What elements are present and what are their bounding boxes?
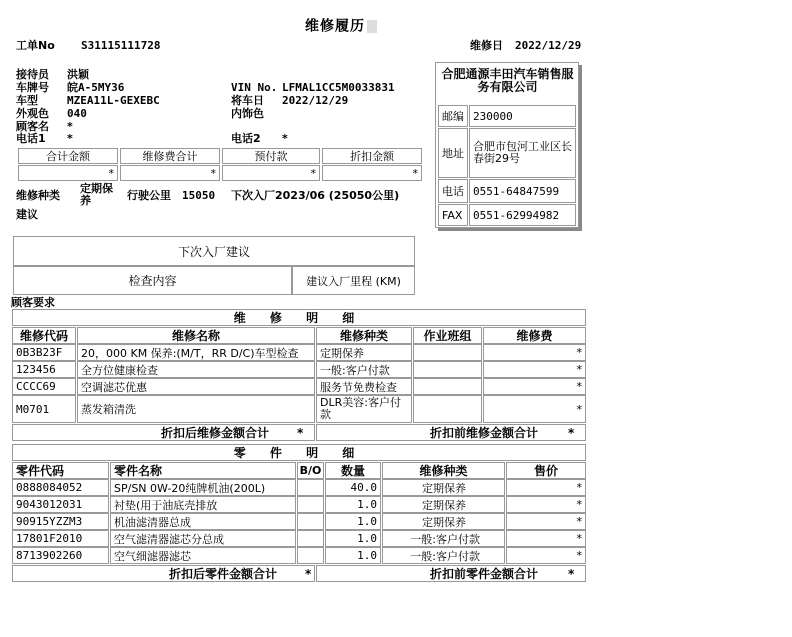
repair-type: 服务节免费检查 [316,378,412,395]
repair-team [413,344,482,361]
repair-after-discount-row [12,424,315,441]
parts-detail-title: 零 件 明 细 [12,444,586,461]
part-price: * [506,496,586,513]
phone-label: 电话 [438,179,468,203]
phone2-label: 电话2 [231,132,261,145]
address: 合肥市包河工业区长春街29号 [469,128,576,178]
part-qty: 1.0 [325,513,381,530]
dealer-phone: 0551-64847599 [469,179,576,203]
repair-date: 2022/12/29 [515,39,582,52]
receptionist: 洪颖 [67,68,89,81]
repair-fee-label: 维修费合计 [120,148,220,164]
vin: LFMAL1CC5M0033831 [282,81,395,94]
part-code: 0888084052 [12,479,109,496]
part-name: SP/SN 0W-20纯牌机油(200L) [110,479,296,496]
part-price: * [506,530,586,547]
parts-before-discount: * [568,566,575,581]
mileage-label: 行驶公里 [127,189,171,202]
repair-code: 0B3B23F [12,344,76,361]
part-code: 17801F2010 [12,530,109,547]
part-bo [297,530,324,547]
prepay: * [222,165,320,181]
repair-fee: * [120,165,220,181]
address-label: 地址 [438,128,468,178]
repair-code: M0701 [12,395,76,423]
part-name: 衬垫(用于油底壳排放 [110,496,296,513]
plate-label: 车牌号 [16,81,49,94]
parts-after-discount-row [12,565,315,582]
part-name: 空气细滤器滤芯 [110,547,296,564]
part-price: * [506,479,586,496]
part-type: 定期保养 [382,513,505,530]
repair-type-label: 维修种类 [16,189,60,202]
part-qty: 1.0 [325,530,381,547]
part-type: 定期保养 [382,496,505,513]
col-part-name: 零件名称 [110,462,296,479]
customer-label: 顾客名 [16,120,49,133]
repair-fee-cell: * [483,344,586,361]
part-bo [297,496,324,513]
repair-name: 空调滤芯优惠 [77,378,315,395]
model: MZEA11L-GEXEBC [67,94,160,107]
repair-type: DLR美容:客户付款 [316,395,412,423]
plate: 皖A-5MY36 [67,81,125,94]
work-order-no: S31115111728 [81,39,161,52]
part-name: 空气滤清器滤芯分总成 [110,530,296,547]
discount: * [322,165,422,181]
model-label: 车型 [16,94,38,107]
repair-code: CCCC69 [12,378,76,395]
part-type: 一般:客户付款 [382,530,505,547]
parts-before-discount-row [316,565,586,582]
part-code: 90915YZZM3 [12,513,109,530]
col-repair-code: 维修代码 [12,327,76,344]
repair-before-discount: * [568,425,575,440]
part-qty: 40.0 [325,479,381,496]
mileage: 15050 [182,189,216,202]
handover-label: 将车日 [231,94,264,107]
prepay-label: 预付款 [222,148,320,164]
next-visit-title: 下次入厂建议 [13,236,415,266]
phone1-label: 电话1 [16,132,46,145]
handover-date: 2022/12/29 [282,94,349,107]
repair-fee-cell: * [483,378,586,395]
zip-label: 邮编 [438,105,468,127]
suggest-mileage-label: 建议入厂里程 (KM) [292,266,415,295]
vin-label: VIN No. [231,81,278,94]
part-bo [297,547,324,564]
parts-before-discount-label: 折扣前零件金额合计 [430,567,539,581]
total-amount-label: 合计金额 [18,148,118,164]
repair-after-discount: * [297,425,304,440]
repair-fee-cell: * [483,361,586,378]
receptionist-label: 接待员 [16,68,49,81]
phone2: * [282,132,288,145]
repair-date-label: 维修日 [470,39,503,52]
col-bo: B/O [297,462,324,479]
discount-label: 折扣金额 [322,148,422,164]
suggestion-label: 建议 [16,208,38,221]
document-title-text: 维修履历 [305,18,365,35]
parts-after-discount: * [305,566,312,581]
title-marker [367,20,377,33]
part-qty: 1.0 [325,547,381,564]
repair-type-value: 定期保养 [80,182,113,207]
customer-request-label: 顾客要求 [11,296,55,309]
fax-label: FAX [438,204,468,226]
part-type: 定期保养 [382,479,505,496]
repair-fee-cell: * [483,395,586,423]
col-team: 作业班组 [413,327,482,344]
zip: 230000 [469,105,576,127]
repair-before-discount-label: 折扣前维修金额合计 [430,426,539,440]
col-repair-type: 维修种类 [316,327,412,344]
customer: * [67,120,73,133]
repair-type: 一般:客户付款 [316,361,412,378]
repair-name: 蒸发箱清洗 [77,395,315,423]
repair-team [413,378,482,395]
part-qty: 1.0 [325,496,381,513]
total-amount: * [18,165,118,181]
part-price: * [506,513,586,530]
repair-type: 定期保养 [316,344,412,361]
int-color-label: 内饰色 [231,107,264,120]
repair-detail-title: 维 修 明 细 [12,309,586,326]
col-price: 售价 [506,462,586,479]
col-repair-name: 维修名称 [77,327,315,344]
check-content-label: 检查内容 [13,266,292,295]
dealer-name: 合肥通源丰田汽车销售服务有限公司 [441,67,574,94]
dealer-fax: 0551-62994982 [469,204,576,226]
col-part-type: 维修种类 [382,462,505,479]
col-qty: 数量 [325,462,381,479]
work-order-label: 工单No [16,39,55,52]
repair-after-discount-label: 折扣后维修金额合计 [161,426,270,440]
document-title [305,20,377,34]
part-code: 8713902260 [12,547,109,564]
parts-after-discount-label: 折扣后零件金额合计 [169,567,278,581]
phone1: * [67,132,73,145]
part-type: 一般:客户付款 [382,547,505,564]
repair-name: 全方位健康检查 [77,361,315,378]
part-bo [297,513,324,530]
part-bo [297,479,324,496]
part-price: * [506,547,586,564]
repair-name: 20，000 KM 保养:(M/T，RR D/C)车型检查 [77,344,315,361]
col-part-code: 零件代码 [12,462,109,479]
repair-before-discount-row [316,424,586,441]
repair-code: 123456 [12,361,76,378]
col-repair-fee: 维修费 [483,327,586,344]
ext-color: 040 [67,107,87,120]
dealer-box [435,62,579,228]
part-code: 9043012031 [12,496,109,513]
ext-color-label: 外观色 [16,107,49,120]
part-name: 机油滤清器总成 [110,513,296,530]
repair-team [413,361,482,378]
repair-team [413,395,482,423]
next-visit: 下次入厂2023/06 (25050公里) [231,189,400,202]
